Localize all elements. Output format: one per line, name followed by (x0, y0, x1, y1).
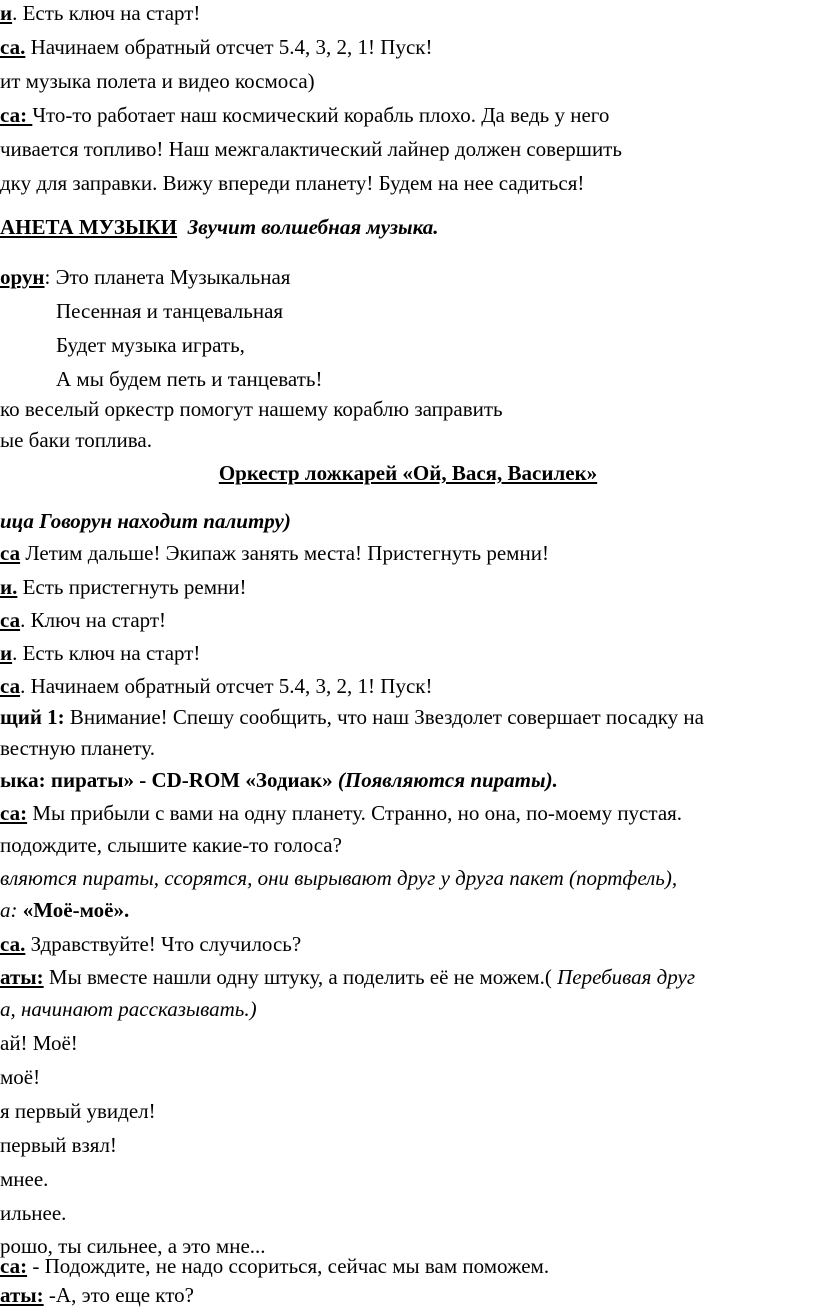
speaker-name: са. (0, 932, 26, 956)
line-text: Внимание! Спешу сообщить, что наш Звездолет совершает посадку на (64, 705, 704, 729)
stage-direction: а, начинают рассказывать.) (0, 997, 257, 1021)
stage-direction (0, 897, 129, 924)
heading-title: АНЕТА МУЗЫКИ (0, 215, 178, 239)
line-text: Мы вместе нашли одну штуку, а поделить её не можем.( (43, 965, 558, 989)
line-text: . Есть ключ на старт! (12, 641, 201, 665)
speaker-name: са (0, 541, 21, 565)
stage-direction: ит музыка полета и видео космоса) (0, 69, 315, 93)
line-text: ко веселый оркестр помогут нашему кораблю заправить (0, 397, 503, 421)
poem-line: Песенная и танцевальная (56, 299, 284, 323)
line-text: Мы прибыли с вами на одну планету. Странно, но она, по-моему пустая. (27, 801, 683, 825)
music-cue-note: (Появляются пираты). (332, 768, 558, 792)
performance-title: Оркестр ложкарей «Ой, Вася, Василек» (218, 461, 598, 485)
line-text: . Начинаем обратный отсчет 5.4, 3, 2, 1! Пуск! (20, 674, 433, 698)
line-text: мнее. (0, 1167, 49, 1191)
line-text: моё! (0, 1065, 41, 1089)
speaker-name: са. (0, 35, 26, 59)
dialogue-line (0, 931, 301, 958)
dialogue-line (0, 264, 290, 291)
quoted-phrase: «Моё-моё». (22, 898, 130, 922)
section-heading (0, 214, 438, 241)
stage-direction: вляются пираты, ссорятся, они вырывают друг у друга пакет (портфель), (0, 866, 678, 890)
line-text: Что-то работает наш космический корабль плохо. Да ведь у него (32, 103, 610, 127)
line-text: дку для заправки. Вижу впереди планету! Будем на нее садиться! (0, 171, 585, 195)
speaker-name: са (0, 674, 21, 698)
line-text: Летим дальше! Экипаж занять места! Пристегнуть ремни! (20, 541, 549, 565)
speaker-name: щий 1: (0, 705, 65, 729)
line-text: ай! Моё! (0, 1031, 78, 1055)
dialogue-line (0, 704, 704, 731)
speaker-name: и (0, 641, 13, 665)
stage-direction-lead: а: (0, 898, 23, 922)
heading-note: Звучит волшебная музыка. (187, 215, 439, 239)
poem-line: А мы будем петь и танцевать! (56, 367, 323, 391)
speaker-name: и (0, 1, 13, 25)
line-text: ильнее. (0, 1201, 67, 1225)
line-text: . Ключ на старт! (20, 608, 167, 632)
speaker-name: аты: (0, 1283, 44, 1307)
line-text: Начинаем обратный отсчет 5.4, 3, 2, 1! Пуск! (25, 35, 433, 59)
line-text: - Подождите, не надо ссориться, сейчас мы вам поможем. (27, 1254, 550, 1278)
dialogue-line (0, 800, 682, 827)
line-text: чивается топливо! Наш межгалактический лайнер должен совершить (0, 137, 622, 161)
stage-direction: Перебивая друг (557, 965, 696, 989)
speaker-name: са: (0, 1254, 28, 1278)
line-text: рошо, ты сильнее, а это мне... (0, 1234, 266, 1258)
line-text: подождите, слышите какие-то голоса? (0, 833, 342, 857)
line-text: . Есть ключ на старт! (12, 1, 201, 25)
dialogue-line (0, 640, 200, 667)
dialogue-line (0, 1253, 549, 1280)
music-cue (0, 767, 558, 794)
dialogue-line (0, 673, 432, 700)
speaker-name: са: (0, 801, 28, 825)
line-text: ые баки топлива. (0, 428, 152, 452)
line-text: я первый увидел! (0, 1099, 156, 1123)
speaker-name: орун (0, 265, 45, 289)
speaker-name: са: (0, 103, 33, 127)
line-text: Здравствуйте! Что случилось? (25, 932, 302, 956)
dialogue-line (0, 102, 609, 129)
dialogue-line (0, 1282, 194, 1309)
line-text: первый взял! (0, 1133, 117, 1157)
line-text: : Это планета Музыкальная (44, 265, 291, 289)
dialogue-line (0, 574, 247, 601)
dialogue-line (0, 540, 549, 567)
line-text: -А, это еще кто? (43, 1283, 194, 1307)
dialogue-line (0, 964, 695, 991)
speaker-name: и. (0, 575, 18, 599)
poem-line: Будет музыка играть, (56, 333, 245, 357)
stage-direction: ица Говорун находит палитру) (0, 509, 291, 533)
speaker-name: са (0, 608, 21, 632)
music-cue-title: ыка: пираты» - CD-ROM «Зодиак» (0, 768, 333, 792)
line-text: вестную планету. (0, 736, 155, 760)
line-text: Есть пристегнуть ремни! (17, 575, 247, 599)
dialogue-line (0, 607, 166, 634)
dialogue-line (0, 0, 200, 27)
speaker-name: аты: (0, 965, 44, 989)
dialogue-line (0, 34, 432, 61)
